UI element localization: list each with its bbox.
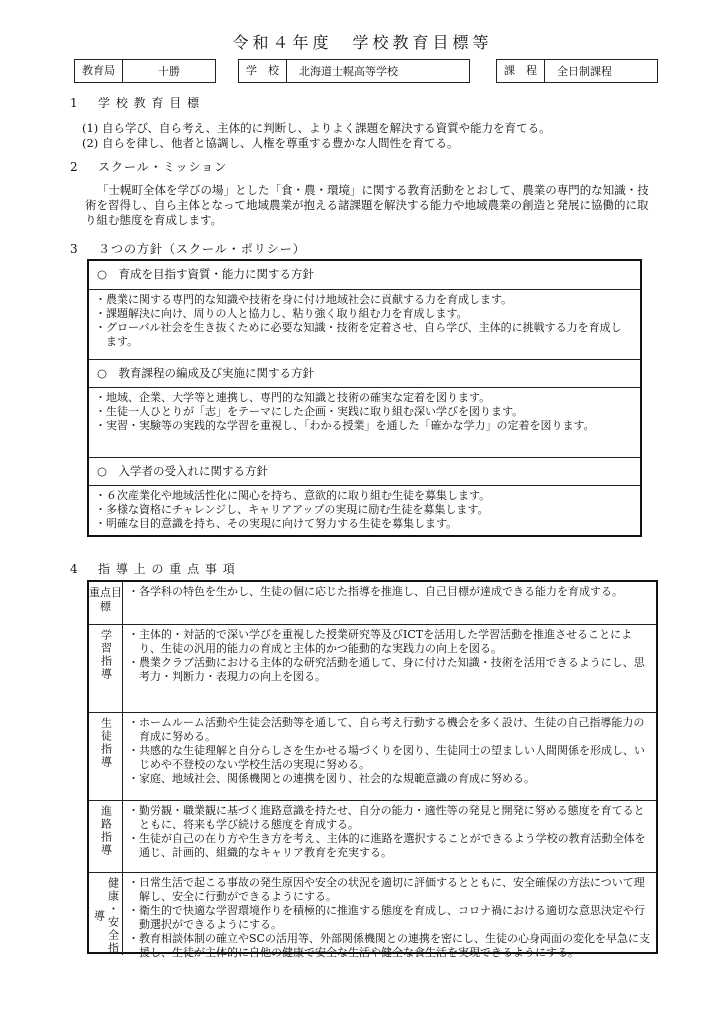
policy-item: ・農業に関する専門的な知識や技術を身に付け地域社会に貢献する力を育成します。 — [95, 293, 513, 306]
goal-item: (1) 自ら学び、自ら考え、主体的に判断し、よりよく課題を解決する資質や能力を育てる。 — [82, 121, 551, 135]
focus-row — [89, 624, 656, 713]
policy-heading: ○ 入学者の受入れに関する方針 — [97, 464, 269, 478]
focus-item: ・共感的な生徒理解と自分らしさを生かせる場づくりを図り、生徒同士の望ましい人間関係を形成し、いじめや不登校のない学校生活の実現に努める。 — [128, 744, 645, 771]
course-box — [496, 59, 658, 83]
focus-row-label: 学習指導 — [99, 629, 113, 681]
policy-item: ・生徒一人ひとりが「志」をテーマにした企画・実践に取り組む深い学びを図ります。 — [95, 405, 524, 418]
school-value: 北海道士幌高等学校 — [299, 65, 398, 78]
focus-row-label: 重点目標 — [89, 582, 123, 624]
section-policies-heading — [70, 240, 306, 257]
policy-item: ・明確な目的意識を持ち、その実現に向けて努力する生徒を募集します。 — [95, 517, 458, 530]
policy-heading-row — [89, 457, 640, 484]
policy-body-row — [89, 485, 640, 531]
board-value: 十勝 — [158, 65, 180, 78]
focus-row-label: 進路指導 — [99, 805, 113, 857]
section-title: スクール・ミッション — [98, 160, 228, 174]
section-title: 指 導 上 の 重 点 事 項 — [98, 562, 236, 576]
page-title: 令和４年度 学校教育目標等 — [232, 33, 493, 52]
section-number: 2 — [70, 160, 79, 174]
focus-row — [89, 582, 656, 624]
focus-item: ・勤労観・職業観に基づく進路意識を持たせ、自分の能力・適性等の発見と開発に努める態度を育てるとともに、将来も学び続ける態度を育成する。 — [128, 804, 645, 831]
section-title: 学 校 教 育 目 標 — [98, 96, 201, 110]
focus-item: ・各学科の特色を生かし、生徒の個に応じた指導を推進し、自己目標が達成できる能力を育成する。 — [128, 585, 623, 598]
section-focus-heading — [70, 560, 236, 577]
course-label: 課 程 — [497, 60, 545, 82]
policy-item: ・６次産業化や地域活性化に関心を持ち、意欲的に取り組む生徒を募集します。 — [95, 489, 491, 502]
section-mission-heading — [70, 158, 227, 175]
policy-item: ・多様な資格にチャレンジし、キャリアアップの実現に励む生徒を募集します。 — [95, 503, 489, 516]
goal-item: (2) 自らを律し、他者と協調し、人権を尊重する豊かな人間性を育てる。 — [82, 136, 459, 150]
policy-heading: ○ 教育課程の編成及び実施に関する方針 — [97, 366, 315, 380]
focus-item: ・教育相談体制の確立やSCの活用等、外部関係機関との連携を密にし、生徒の心身両面の変化を早急に支援し、生徒が主体的に自他の健康で安全な生活や健全な食生活を実現できるようにする。 — [128, 932, 650, 959]
school-label: 学 校 — [239, 60, 287, 82]
section-goals-heading — [70, 94, 200, 111]
policy-item: ・地域、企業、大学等と連携し、専門的な知識と技術の確実な定着を図ります。 — [95, 391, 491, 404]
policy-item: ・実習・実験等の実践的な学習を重視し、「わかる授業」を通した「確かな学力」の定着を図ります。 — [95, 419, 595, 432]
focus-table — [87, 580, 658, 959]
focus-item: ・日常生活で起こる事故の発生原因や安全の状況を適切に評価するとともに、安全確保の方法について理解し、安全に行動ができるようにする。 — [128, 876, 645, 903]
policy-body-row — [89, 289, 640, 349]
focus-row-label: 健康・安全指導 — [92, 877, 120, 955]
board-label: 教育局 — [75, 60, 123, 82]
policy-heading: ○ 育成を目指す資質・能力に関する方針 — [97, 267, 315, 281]
focus-row — [89, 872, 656, 959]
policy-heading-row — [89, 359, 640, 386]
section-number: 1 — [70, 96, 79, 110]
section-title: ３つの方針（スクール・ポリシー） — [98, 242, 306, 256]
focus-item: ・衛生的で快適な学習環境作りを積極的に推進する態度を育成し、コロナ禍における適切な意思決定や行動選択ができるようにする。 — [128, 904, 645, 931]
policy-body-row — [89, 387, 640, 433]
policy-table — [87, 259, 642, 537]
policy-item: ・課題解決に向け、周りの人と協力し、粘り強く取り組む力を育成します。 — [95, 307, 468, 320]
board-box — [74, 59, 216, 83]
policy-item: ・グローバル社会を生き抜くために必要な知識・技術を定着させ、自ら学び、主体的に挑戦する力を育成します。 — [95, 321, 622, 348]
mission-text: 「士幌町全体を学びの場」とした「食・農・環境」に関する教育活動をとおして、農業の専門的な知識・技術を習得し、自ら主体となって地域農業が抱える諸課題を解決する能力や地域農業の創造と発展に協働的に取り組む態度を育成します。 — [85, 183, 649, 227]
focus-item: ・家庭、地域社会、関係機関との連携を図り、社会的な規範意識の育成に努める。 — [128, 772, 535, 785]
focus-item: ・農業クラブ活動における主体的な研究活動を通して、身に付けた知識・技術を活用できるようにし、思考力・判断力・表現力の向上を図る。 — [128, 656, 645, 683]
course-value: 全日制課程 — [557, 65, 612, 78]
focus-item: ・主体的・対話的で深い学びを重視した授業研究等及びICTを活用した学習活動を推進させることにより、生徒の汎用的能力の育成と主体的かつ能動的な実践力の向上を図る。 — [128, 628, 633, 655]
section-number: 3 — [70, 242, 79, 256]
focus-item: ・生徒が自己の在り方や生き方を考え、主体的に進路を選択することができるよう学校の教育活動全体を通じ、計画的、組織的なキャリア教育を充実する。 — [128, 832, 646, 859]
focus-item: ・ホームルーム活動や生徒会活動等を通して、自ら考え行動する機会を多く設け、生徒の自己指導能力の育成に努める。 — [128, 716, 645, 743]
school-box — [238, 59, 470, 83]
policy-heading-row — [89, 261, 640, 287]
focus-row-label: 生徒指導 — [99, 717, 113, 769]
focus-row — [89, 712, 656, 801]
section-number: 4 — [70, 562, 79, 576]
focus-row — [89, 800, 656, 873]
